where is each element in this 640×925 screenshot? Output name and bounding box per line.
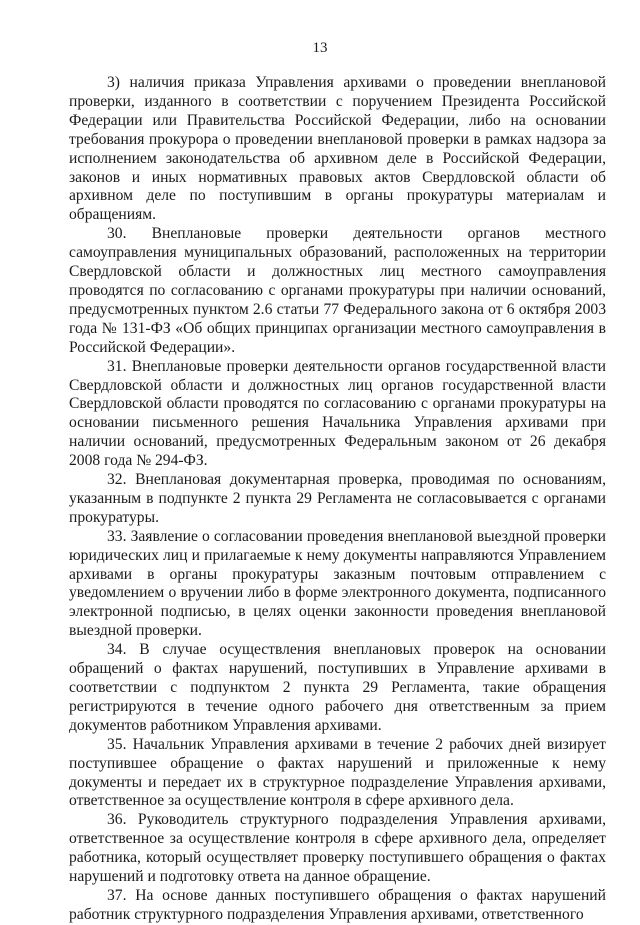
paragraph-31: 31. Внеплановые проверки деятельности органов государственной власти Свердловской области и должностных лиц органов государственной власти Свердловской области проводятся по согласованию с органами прокуратуры на основании письменного решения Начальника Управления архивами при наличии оснований, предусмотренных Федеральным законом от 26 декабря 2008 года № 294-ФЗ. xyxy=(69,357,606,470)
paragraph-34: 34. В случае осуществления внеплановых проверок на основании обращений о фактах нарушений, поступивших в Управление архивами в соответствии с подпунктом 2 пункта 29 Регламента, такие обращения регистрируются в течение одного рабочего дня ответственным за прием документов работником Управления архивами. xyxy=(69,641,606,734)
paragraph-item-3: 3) наличия приказа Управления архивами о проведении внеплановой проверки, изданного в соответствии с поручением Президента Российской Федерации или Правительства Российской Федерации, либо на основании требования прокурора о проведении внеплановой проверки в рамках надзора за исполнением законодательства об архивном деле в Российской Федерации, законов и иных нормативных правовых актов Свердловской области об архивном деле по поступившим в органы прокуратуры материалам и обращениям. xyxy=(69,74,606,224)
paragraph-37: 37. На основе данных поступившего обращения о фактах нарушений работник структурного подразделения Управления архивами, ответственного xyxy=(69,886,606,923)
paragraph-33: 33. Заявление о согласовании проведения внеплановой выездной проверки юридических лиц и прилагаемые к нему документы направляются Управлением архивами в органы прокуратуры заказным почтовым отправлением с уведомлением о вручении либо в форме электронного документа, подписанного электронной подписью, в целях оценки законности проведения внеплановой выездной проверки. xyxy=(69,527,606,640)
document-body xyxy=(69,74,606,925)
page-number: 13 xyxy=(312,40,328,56)
paragraph-35: 35. Начальник Управления архивами в течение 2 рабочих дней визирует поступившее обращение о фактах нарушений и приложенные к нему документы и передает их в структурное подразделение Управления архивами, ответственное за осуществление контроля в сфере архивного дела. xyxy=(69,735,606,810)
paragraph-30: 30. Внеплановые проверки деятельности органов местного самоуправления муниципальных образований, расположенных на территории Свердловской области и должностных лиц местного самоуправления проводятся по согласованию с органами прокуратуры при наличии оснований, предусмотренных пунктом 2.6 статьи 77 Федерального закона от 6 октября 2003 года № 131-ФЗ «Об общих принципах организации местного самоуправления в Российской Федерации». xyxy=(69,225,606,356)
paragraph-36: 36. Руководитель структурного подразделения Управления архивами, ответственное за осуществление контроля в сфере архивного дела, определяет работника, который осуществляет проверку поступившего обращения о фактах нарушений и подготовку ответа на данное обращение. xyxy=(69,811,606,886)
paragraph-32: 32. Внеплановая документарная проверка, проводимая по основаниям, указанным в подпункте 2 пункта 29 Регламента не согласовывается с органами прокуратуры. xyxy=(69,471,606,526)
